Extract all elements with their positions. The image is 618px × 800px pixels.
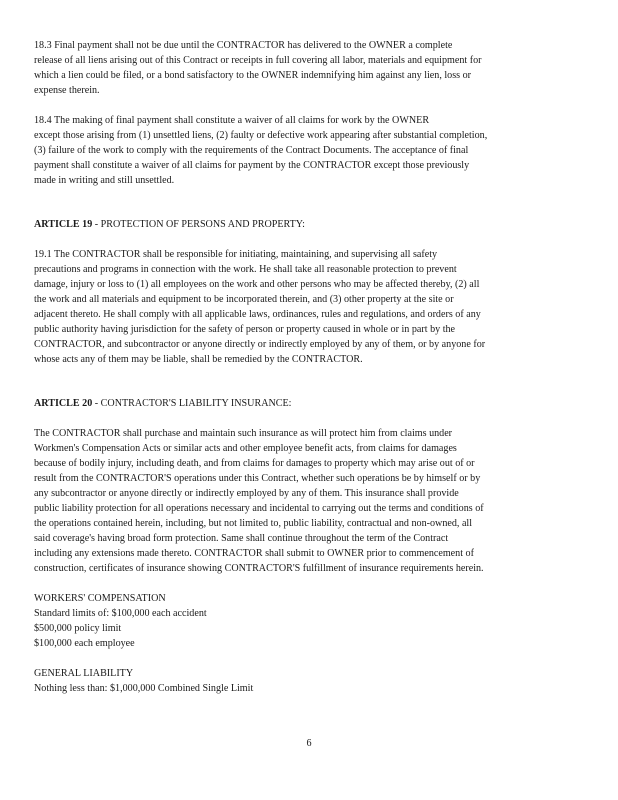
text-line: $100,000 each employee [34, 638, 135, 649]
text-line: whose acts any of them may be liable, shall be remedied by the CONTRACTOR. [34, 354, 363, 365]
text-line: which a lien could be filed, or a bond satisfactory to the OWNER indemnifying him against any lien, loss or [34, 70, 472, 81]
text-line: release of all liens arising out of this Contract or receipts in full covering all labor, materials and equipment for [34, 55, 482, 66]
text-line: public authority having jurisdiction for the safety of person or property caused in whole or in part by the [34, 324, 456, 335]
text-line: any subcontractor or anyone directly or indirectly employed by any of them. This insurance shall provide [34, 488, 459, 499]
text-line: 18.3 Final payment shall not be due until the CONTRACTOR has delivered to the OWNER a complete [34, 40, 453, 51]
text-line: CONTRACTOR, and subcontractor or anyone directly or indirectly employed by any of them, or by anyone for [34, 339, 486, 350]
article-19-title: - PROTECTION OF PERSONS AND PROPERTY: [92, 219, 305, 230]
page-number: 6 [306, 738, 312, 749]
text-line: The CONTRACTOR shall purchase and maintain such insurance as will protect him from claims under [34, 428, 453, 439]
article-19-heading [34, 217, 589, 232]
text-line: (3) failure of the work to comply with the requirements of the Contract Documents. The acceptance of final [34, 145, 469, 156]
text-line: said coverage's having broad form protection. Same shall continue throughout the term of the Contract [34, 533, 449, 544]
text-line: precautions and programs in connection with the work. He shall take all reasonable protection to prevent [34, 264, 457, 275]
article-20-heading [34, 396, 589, 411]
text-line: damage, injury or loss to (1) all employees on the work and other persons who may be affected thereby, (2) all [34, 279, 480, 290]
page-body [34, 38, 589, 696]
text-line: Standard limits of: $100,000 each accident [34, 608, 207, 619]
text-line: result from the CONTRACTOR'S operations under this Contract, whether such operations be by himself or by [34, 473, 481, 484]
paragraph-20 [34, 426, 589, 576]
text-line: made in writing and still unsettled. [34, 175, 175, 186]
paragraph-18-4 [34, 113, 589, 188]
text-line: the operations contained herein, including, but not limited to, public liability, contractual and non-owned, all [34, 518, 473, 529]
text-line: payment shall constitute a waiver of all claims for payment by the CONTRACTOR except those previously [34, 160, 470, 171]
workers-compensation-block [34, 591, 589, 651]
workers-compensation-heading: WORKERS' COMPENSATION [34, 593, 166, 604]
text-line: expense therein. [34, 85, 100, 96]
paragraph-19-1 [34, 247, 589, 367]
text-line: Workmen's Compensation Acts or similar acts and other employee benefit acts, from claims for damages [34, 443, 457, 454]
text-line: public liability protection for all operations necessary and incidental to carrying out the terms and conditions of [34, 503, 484, 514]
text-line: the work and all materials and equipment to be incorporated therein, and (3) other property at the site or [34, 294, 454, 305]
text-line: except those arising from (1) unsettled liens, (2) faulty or defective work appearing after substantial completion, [34, 130, 488, 141]
article-20-label: ARTICLE 20 [34, 398, 93, 409]
text-line: construction, certificates of insurance showing CONTRACTOR'S fulfillment of insurance requirements herein. [34, 563, 484, 574]
text-line: because of bodily injury, including death, and from claims for damages to property which may arise out of or [34, 458, 475, 469]
general-liability-block [34, 666, 589, 696]
article-20-title: - CONTRACTOR'S LIABILITY INSURANCE: [92, 398, 292, 409]
text-line: 19.1 The CONTRACTOR shall be responsible for initiating, maintaining, and supervising all safety [34, 249, 438, 260]
text-line: adjacent thereto. He shall comply with all applicable laws, ordinances, rules and regulations, and orders of any [34, 309, 481, 320]
text-line: 18.4 The making of final payment shall constitute a waiver of all claims for work by the OWNER [34, 115, 430, 126]
general-liability-heading: GENERAL LIABILITY [34, 668, 134, 679]
article-19-label: ARTICLE 19 [34, 219, 93, 230]
text-line: $500,000 policy limit [34, 623, 122, 634]
text-line: including any extensions made thereto. CONTRACTOR shall submit to OWNER prior to commencement of [34, 548, 474, 559]
paragraph-18-3 [34, 38, 589, 98]
text-line: Nothing less than: $1,000,000 Combined Single Limit [34, 683, 254, 694]
